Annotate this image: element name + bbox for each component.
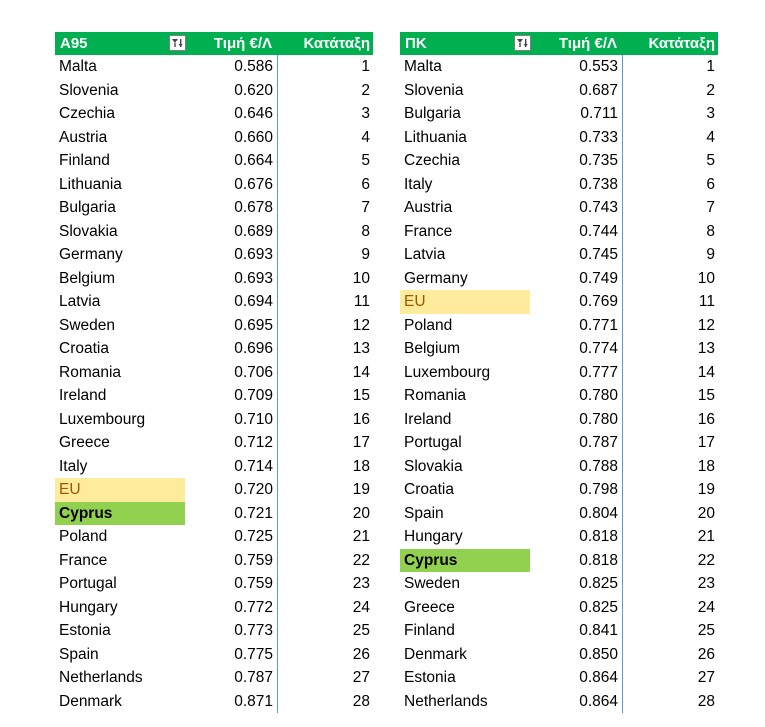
price-cell: 0.787 [185, 666, 278, 690]
price-cell: 0.733 [530, 126, 623, 150]
table-row [400, 384, 718, 408]
table-row [55, 290, 373, 314]
country-cell: Austria [404, 199, 453, 216]
table-row [55, 384, 373, 408]
rank-cell: 2 [706, 81, 715, 99]
rank-cell: 12 [352, 316, 370, 334]
country-cell: Estonia [404, 669, 456, 686]
table-row [55, 408, 373, 432]
price-cell: 0.553 [530, 55, 623, 79]
table-row [400, 126, 718, 150]
country-cell: Finland [404, 622, 455, 639]
country-cell: EU [400, 290, 530, 314]
price-cell: 0.780 [530, 408, 623, 432]
country-cell: EU [55, 478, 185, 502]
country-cell: Ireland [59, 387, 107, 404]
table-row [400, 408, 718, 432]
price-cell: 0.696 [185, 337, 278, 361]
country-cell: Sweden [59, 316, 116, 334]
rank-cell: 8 [361, 222, 370, 240]
country-cell: Spain [59, 645, 99, 663]
price-cell: 0.798 [530, 478, 623, 502]
country-cell: Portugal [59, 575, 117, 592]
price-cell: 0.687 [530, 79, 623, 103]
price-cell: 0.759 [185, 549, 278, 573]
table-row [400, 455, 718, 479]
price-cell: 0.664 [185, 149, 278, 173]
rank-cell: 10 [352, 269, 370, 287]
table-row [400, 267, 718, 291]
rank-cell: 15 [352, 387, 370, 404]
table-row [55, 361, 373, 385]
country-cell: Luxembourg [59, 410, 146, 428]
table-row [400, 79, 718, 103]
rank-cell: 9 [361, 246, 370, 263]
price-cell: 0.850 [530, 643, 623, 667]
country-cell: Slovakia [404, 457, 463, 475]
country-cell: Czechia [59, 105, 115, 122]
price-cell: 0.735 [530, 149, 623, 173]
country-cell: Croatia [59, 340, 109, 357]
rank-cell: 13 [352, 340, 370, 357]
table-row [400, 243, 718, 267]
table-row [55, 596, 373, 620]
rank-cell: 12 [697, 316, 715, 334]
table-row [400, 173, 718, 197]
country-cell: Slovenia [404, 81, 464, 99]
country-cell: Latvia [59, 293, 101, 310]
price-cell: 0.694 [185, 290, 278, 314]
table-row [400, 572, 718, 596]
country-cell: France [404, 222, 453, 240]
table-row [400, 220, 718, 244]
price-cell: 0.825 [530, 572, 623, 596]
country-cell: Belgium [404, 340, 460, 357]
price-cell: 0.720 [185, 478, 278, 502]
table-row [55, 55, 373, 79]
table-row [400, 361, 718, 385]
rank-cell: 25 [697, 622, 715, 639]
table-row [400, 431, 718, 455]
table-row [55, 267, 373, 291]
header-price: Τιμή €/Λ [213, 35, 272, 52]
price-cell: 0.818 [530, 549, 623, 573]
price-cell: 0.772 [185, 596, 278, 620]
country-cell: Lithuania [404, 128, 467, 146]
rank-cell: 24 [352, 598, 370, 616]
country-cell: Belgium [59, 269, 115, 287]
table-row [55, 337, 373, 361]
table-row [55, 690, 373, 714]
table-row [400, 619, 718, 643]
rank-cell: 26 [352, 645, 370, 663]
price-cell: 0.714 [185, 455, 278, 479]
country-cell: Malta [59, 58, 97, 75]
country-cell: Greece [59, 434, 110, 451]
country-cell: Netherlands [59, 669, 143, 686]
country-cell: Luxembourg [404, 363, 491, 381]
country-cell: Sweden [404, 575, 461, 592]
pk-table [400, 32, 718, 713]
table-row [400, 549, 718, 573]
price-cell: 0.678 [185, 196, 278, 220]
header-fuel-label: ΠΚ [405, 35, 427, 52]
price-cell: 0.646 [185, 102, 278, 126]
price-cell: 0.709 [185, 384, 278, 408]
price-cell: 0.788 [530, 455, 623, 479]
price-cell: 0.804 [530, 502, 623, 526]
country-cell: Netherlands [404, 692, 488, 710]
price-cell: 0.773 [185, 619, 278, 643]
table-row [55, 173, 373, 197]
table-row [400, 666, 718, 690]
header-cell-fuel [55, 32, 187, 55]
price-cell: 0.710 [185, 408, 278, 432]
table-row [400, 102, 718, 126]
rank-cell: 16 [352, 410, 370, 428]
table-row [55, 619, 373, 643]
table-row [55, 502, 373, 526]
country-cell: Denmark [404, 645, 467, 663]
rank-cell: 17 [697, 434, 715, 451]
rank-cell: 28 [352, 692, 370, 710]
country-cell: Denmark [59, 692, 122, 710]
rank-cell: 17 [352, 434, 370, 451]
rank-cell: 11 [353, 293, 370, 310]
sort-filter-icon[interactable] [514, 35, 531, 51]
price-cell: 0.777 [530, 361, 623, 385]
rank-cell: 21 [352, 528, 370, 545]
price-cell: 0.712 [185, 431, 278, 455]
table-row [55, 643, 373, 667]
country-cell: Estonia [59, 622, 111, 639]
rank-cell: 27 [697, 669, 715, 686]
table-row [55, 431, 373, 455]
country-cell: Finland [59, 152, 110, 169]
rank-cell: 7 [361, 199, 370, 216]
rank-cell: 24 [697, 598, 715, 616]
rank-cell: 6 [361, 175, 370, 193]
rank-cell: 1 [361, 58, 370, 75]
country-cell: Bulgaria [59, 199, 116, 216]
table-row [55, 478, 373, 502]
rank-cell: 8 [706, 222, 715, 240]
table-row [400, 690, 718, 714]
table-row [400, 149, 718, 173]
country-cell: Germany [404, 269, 468, 287]
price-cell: 0.586 [185, 55, 278, 79]
price-cell: 0.818 [530, 525, 623, 549]
price-cell: 0.774 [530, 337, 623, 361]
country-cell: Portugal [404, 434, 462, 451]
rank-cell: 2 [361, 81, 370, 99]
table-header [400, 32, 718, 55]
country-cell: Greece [404, 598, 455, 616]
rank-cell: 15 [697, 387, 715, 404]
price-cell: 0.771 [530, 314, 623, 338]
country-cell: Cyprus [400, 549, 530, 573]
table-row [55, 102, 373, 126]
table-row [400, 525, 718, 549]
rank-cell: 11 [698, 293, 715, 310]
country-cell: Lithuania [59, 175, 122, 193]
price-cell: 0.864 [530, 666, 623, 690]
country-cell: France [59, 551, 108, 569]
rank-cell: 27 [352, 669, 370, 686]
country-cell: Italy [59, 457, 88, 475]
table-row [400, 55, 718, 79]
country-cell: Romania [59, 363, 122, 381]
table-row [55, 666, 373, 690]
table-row [55, 79, 373, 103]
country-cell: Slovakia [59, 222, 118, 240]
price-cell: 0.725 [185, 525, 278, 549]
price-cell: 0.620 [185, 79, 278, 103]
rank-cell: 1 [706, 58, 715, 75]
country-cell: Slovenia [59, 81, 119, 99]
price-cell: 0.780 [530, 384, 623, 408]
price-cell: 0.745 [530, 243, 623, 267]
price-cell: 0.660 [185, 126, 278, 150]
price-cell: 0.749 [530, 267, 623, 291]
table-row [400, 337, 718, 361]
table-row [55, 525, 373, 549]
rank-cell: 18 [697, 457, 715, 475]
country-cell: Austria [59, 128, 108, 146]
country-cell: Poland [404, 316, 453, 334]
price-cell: 0.693 [185, 267, 278, 291]
sort-filter-icon[interactable] [169, 35, 186, 51]
price-cell: 0.706 [185, 361, 278, 385]
price-cell: 0.693 [185, 243, 278, 267]
country-cell: Latvia [404, 246, 446, 263]
table-row [400, 314, 718, 338]
header-rank: Κατάταξη [303, 35, 370, 52]
rank-cell: 19 [697, 481, 715, 498]
price-cell: 0.825 [530, 596, 623, 620]
country-cell: Romania [404, 387, 467, 404]
price-cell: 0.759 [185, 572, 278, 596]
country-cell: Italy [404, 175, 433, 193]
table-row [400, 643, 718, 667]
rank-cell: 6 [706, 175, 715, 193]
rank-cell: 13 [697, 340, 715, 357]
rank-cell: 20 [352, 504, 370, 522]
price-cell: 0.744 [530, 220, 623, 244]
a95-table [55, 32, 373, 713]
table-row [400, 290, 718, 314]
country-cell: Spain [404, 504, 444, 522]
rank-cell: 14 [697, 363, 715, 381]
header-price: Τιμή €/Λ [558, 35, 617, 52]
table-body [400, 55, 718, 713]
price-cell: 0.787 [530, 431, 623, 455]
price-cell: 0.775 [185, 643, 278, 667]
table-row [55, 243, 373, 267]
country-cell: Hungary [59, 598, 118, 616]
header-rank: Κατάταξη [648, 35, 715, 52]
rank-cell: 28 [697, 692, 715, 710]
price-cell: 0.689 [185, 220, 278, 244]
price-cell: 0.721 [185, 502, 278, 526]
country-cell: Germany [59, 246, 123, 263]
rank-cell: 10 [697, 269, 715, 287]
price-cell: 0.695 [185, 314, 278, 338]
rank-cell: 23 [352, 575, 370, 592]
country-cell: Malta [404, 58, 442, 75]
table-row [55, 220, 373, 244]
country-cell: Cyprus [55, 502, 185, 526]
table-row [55, 572, 373, 596]
country-cell: Czechia [404, 152, 460, 169]
rank-cell: 23 [697, 575, 715, 592]
price-cell: 0.711 [530, 102, 623, 126]
header-cell-fuel [400, 32, 532, 55]
table-row [55, 549, 373, 573]
rank-cell: 4 [706, 128, 715, 146]
price-cell: 0.871 [185, 690, 278, 714]
price-cell: 0.743 [530, 196, 623, 220]
rank-cell: 3 [361, 105, 370, 122]
rank-cell: 25 [352, 622, 370, 639]
rank-cell: 22 [697, 551, 715, 569]
rank-cell: 26 [697, 645, 715, 663]
price-cell: 0.676 [185, 173, 278, 197]
price-cell: 0.769 [530, 290, 623, 314]
table-row [55, 314, 373, 338]
rank-cell: 19 [352, 481, 370, 498]
table-row [400, 196, 718, 220]
rank-cell: 14 [352, 363, 370, 381]
rank-cell: 5 [361, 152, 370, 169]
header-fuel-label: A95 [60, 35, 88, 52]
rank-cell: 16 [697, 410, 715, 428]
price-cell: 0.841 [530, 619, 623, 643]
table-row [400, 596, 718, 620]
rank-cell: 7 [706, 199, 715, 216]
country-cell: Bulgaria [404, 105, 461, 122]
country-cell: Poland [59, 528, 108, 545]
country-cell: Hungary [404, 528, 463, 545]
rank-cell: 21 [697, 528, 715, 545]
rank-cell: 22 [352, 551, 370, 569]
table-row [55, 149, 373, 173]
country-cell: Croatia [404, 481, 454, 498]
rank-cell: 20 [697, 504, 715, 522]
rank-cell: 4 [361, 128, 370, 146]
table-row [400, 478, 718, 502]
price-cell: 0.738 [530, 173, 623, 197]
table-row [55, 455, 373, 479]
rank-cell: 18 [352, 457, 370, 475]
table-row [55, 126, 373, 150]
rank-cell: 5 [706, 152, 715, 169]
rank-cell: 9 [706, 246, 715, 263]
rank-cell: 3 [706, 105, 715, 122]
table-header [55, 32, 373, 55]
table-row [55, 196, 373, 220]
price-cell: 0.864 [530, 690, 623, 714]
table-row [400, 502, 718, 526]
table-body [55, 55, 373, 713]
country-cell: Ireland [404, 410, 452, 428]
